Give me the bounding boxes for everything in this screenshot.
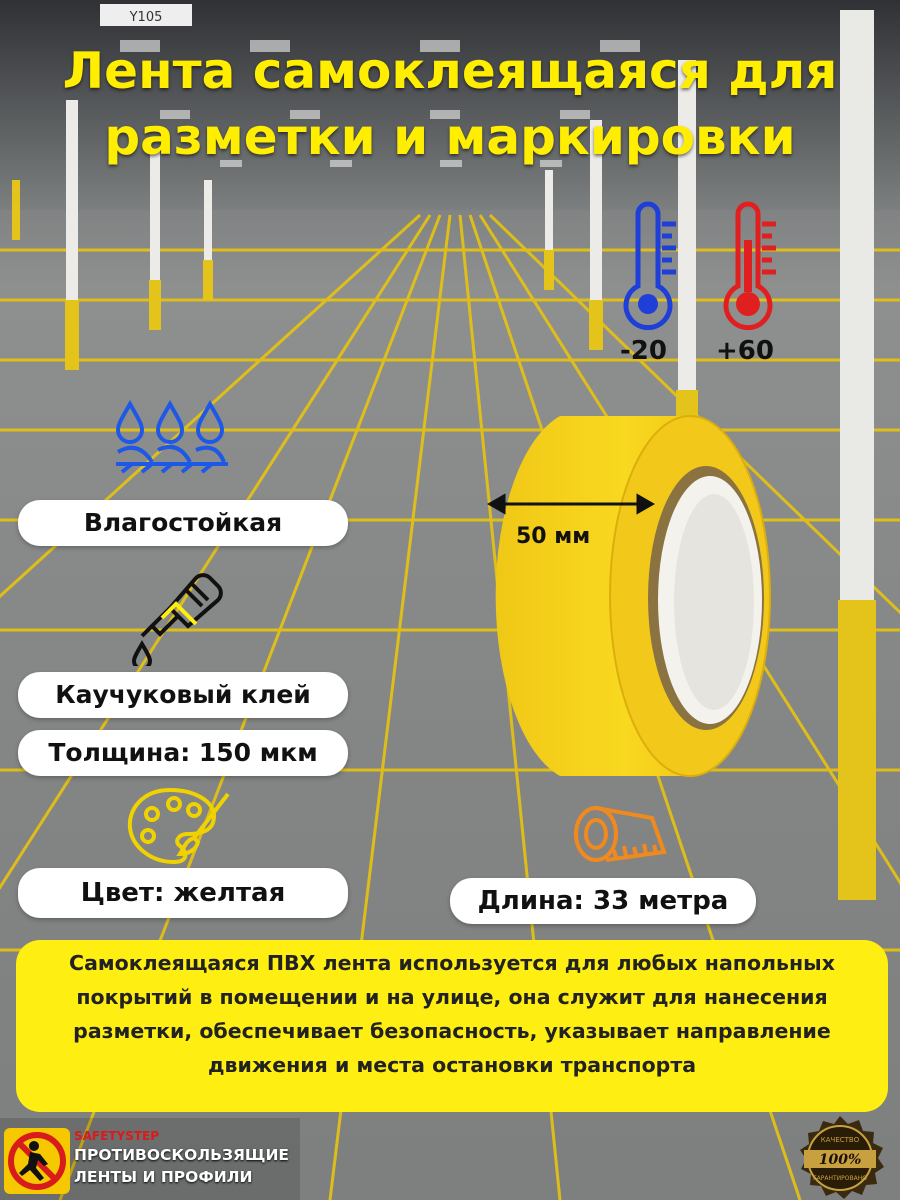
quality-seal-icon bbox=[792, 1114, 888, 1200]
feature-moisture: Влагостойкая bbox=[18, 500, 348, 546]
seal-top: КАЧЕСТВО bbox=[820, 1136, 860, 1144]
brand-text bbox=[74, 1128, 289, 1188]
thermometer-cold-icon bbox=[612, 200, 692, 336]
feature-glue: Каучуковый клей bbox=[18, 672, 348, 718]
feature-thickness: Толщина: 150 мкм bbox=[18, 730, 348, 776]
description-banner: Самоклеящаяся ПВХ лента используется для любых напольных покрытий в помещении и на улице, она служит для нанесения разметки, обеспечивает безопасность, указывает направление движения и места остановки транспорта bbox=[16, 940, 888, 1112]
water-drops-icon bbox=[112, 398, 232, 478]
feature-length: Длина: 33 метра bbox=[450, 878, 756, 924]
background-sign: Y105 bbox=[129, 10, 163, 25]
temperature-min: -20 bbox=[620, 336, 667, 366]
no-slip-icon bbox=[4, 1128, 70, 1194]
feature-color: Цвет: желтая bbox=[18, 868, 348, 918]
brand-line-2: ПРОТИВОСКОЛЬЗЯЩИЕ bbox=[74, 1146, 290, 1164]
paint-palette-icon bbox=[124, 784, 234, 868]
temperature-max: +60 bbox=[716, 336, 774, 366]
thermometer-hot-icon bbox=[712, 200, 792, 336]
brand-line-3: ЛЕНТЫ И ПРОФИЛИ bbox=[74, 1168, 253, 1186]
seal-center: 100% bbox=[818, 1152, 862, 1168]
brand-name: SAFETYSTEP bbox=[74, 1129, 160, 1143]
page-title: Лента самоклеящаяся для разметки и маркировки bbox=[62, 42, 838, 166]
seal-bottom: ГАРАНТИРОВАНО bbox=[813, 1175, 867, 1182]
measuring-tape-icon bbox=[570, 800, 670, 876]
tape-width-label: 50 мм bbox=[516, 524, 591, 549]
glue-bottle-icon bbox=[126, 556, 226, 666]
tape-roll bbox=[470, 408, 790, 792]
